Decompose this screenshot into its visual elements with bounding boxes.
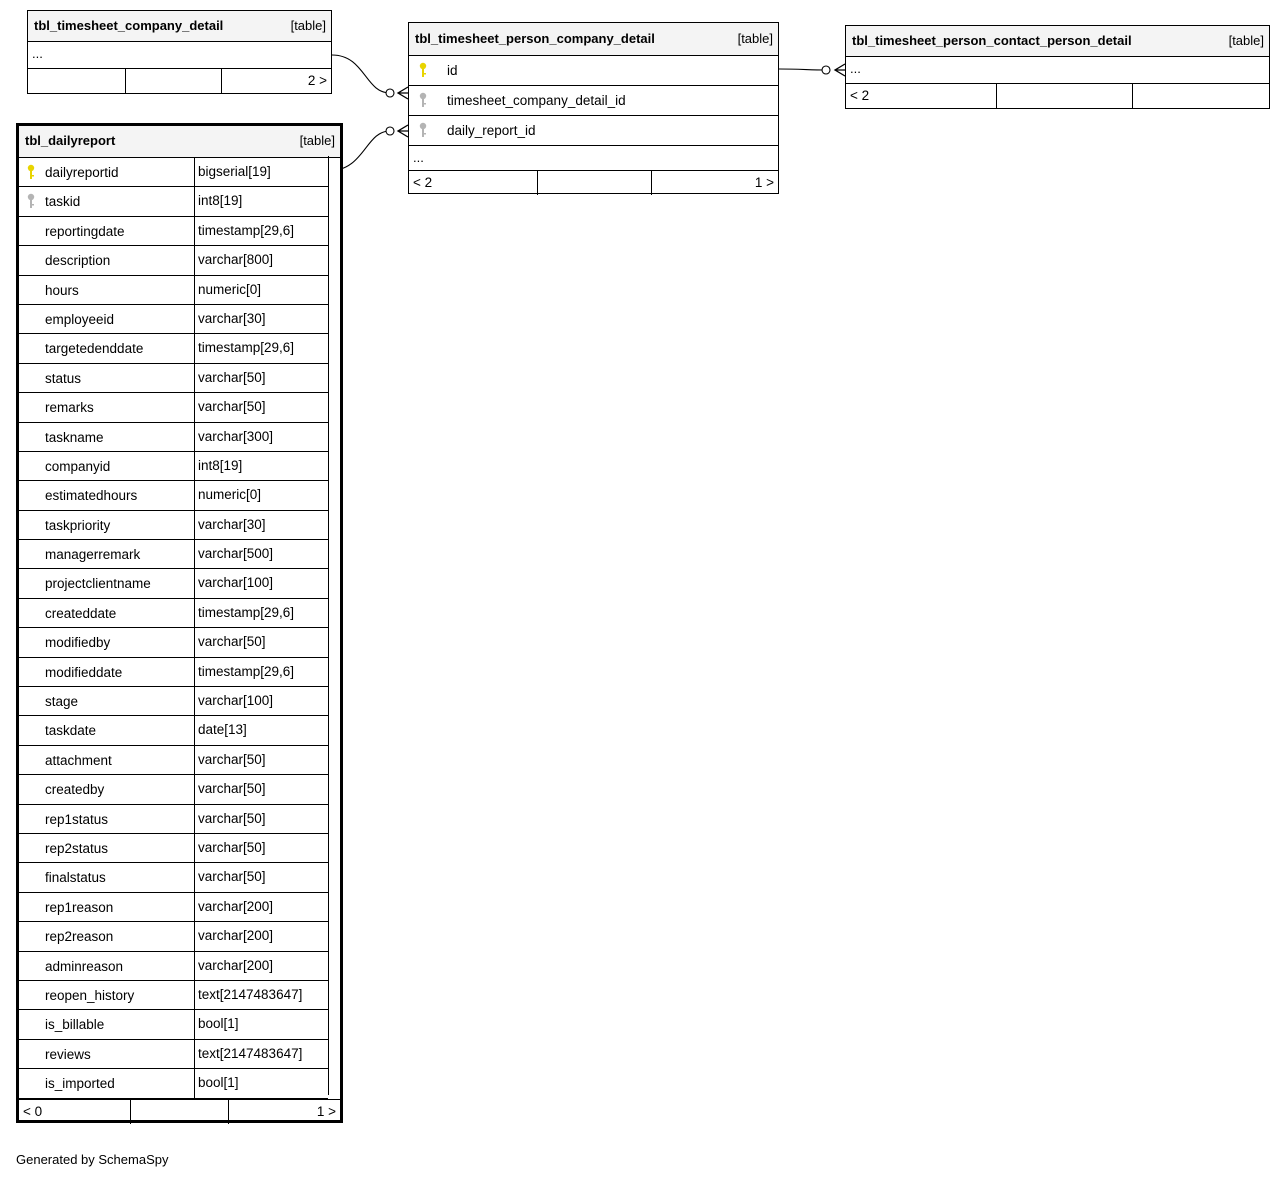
column-name: modifieddate bbox=[45, 664, 123, 680]
table-name: tbl_timesheet_company_detail bbox=[34, 18, 224, 33]
column-type: date[13] bbox=[198, 722, 247, 738]
foreign-key-icon bbox=[418, 92, 428, 108]
column-type-cell bbox=[194, 393, 328, 421]
table-footer bbox=[28, 69, 331, 93]
column-name: companyid bbox=[45, 458, 111, 474]
column-type-cell bbox=[194, 599, 328, 627]
more-columns bbox=[28, 42, 331, 69]
table-name: tbl_timesheet_person_contact_person_detail bbox=[852, 33, 1132, 48]
column-type-cell bbox=[194, 511, 328, 539]
column-type-cell bbox=[194, 158, 328, 186]
footer-middle bbox=[131, 1100, 228, 1124]
column-name: dailyreportid bbox=[45, 165, 119, 180]
column-type: bool[1] bbox=[198, 1016, 239, 1032]
footer-middle bbox=[126, 69, 221, 93]
column-type-cell bbox=[194, 775, 328, 803]
column-type-cell bbox=[194, 805, 328, 833]
column-type: varchar[200] bbox=[198, 957, 274, 973]
more-columns bbox=[846, 57, 1269, 84]
column-type: numeric[0] bbox=[198, 487, 262, 503]
column-type-cell bbox=[194, 687, 328, 715]
column-name: timesheet_company_detail_id bbox=[447, 93, 626, 108]
column-name: is_billable bbox=[45, 1017, 105, 1033]
column-name: hours bbox=[45, 282, 79, 298]
column-row[interactable] bbox=[19, 540, 328, 569]
column-row[interactable] bbox=[19, 511, 328, 540]
column-row[interactable] bbox=[19, 834, 328, 863]
table-contact-person-detail[interactable] bbox=[845, 25, 1270, 109]
column-type: varchar[50] bbox=[198, 399, 266, 415]
footer-parents: < 2 bbox=[850, 88, 870, 103]
column-name: is_imported bbox=[45, 1076, 115, 1092]
column-row[interactable] bbox=[19, 746, 328, 775]
column-name: projectclientname bbox=[45, 576, 151, 592]
column-type: text[2147483647] bbox=[198, 986, 303, 1002]
column-type-cell bbox=[194, 922, 328, 950]
column-type-cell bbox=[194, 276, 328, 304]
table-dailyreport[interactable] bbox=[16, 123, 343, 1123]
column-name: status bbox=[45, 370, 82, 386]
column-name: managerremark bbox=[45, 547, 141, 563]
footer-parents: < 0 bbox=[23, 1103, 43, 1119]
column-type-cell bbox=[194, 628, 328, 656]
column-row[interactable] bbox=[19, 393, 328, 422]
column-name: id bbox=[447, 63, 458, 78]
column-row[interactable] bbox=[19, 1010, 328, 1039]
column-type-cell bbox=[194, 1010, 328, 1038]
column-row[interactable] bbox=[19, 628, 328, 657]
table-header bbox=[28, 11, 331, 42]
column-name: reviews bbox=[45, 1046, 91, 1062]
footer-middle bbox=[997, 84, 1132, 108]
column-type: varchar[500] bbox=[198, 546, 274, 562]
column-type: varchar[30] bbox=[198, 516, 266, 532]
link-person-to-contact bbox=[779, 69, 826, 70]
link-crowfoot bbox=[835, 64, 845, 76]
table-footer bbox=[19, 1099, 340, 1124]
column-row[interactable] bbox=[19, 187, 328, 216]
link-optional-marker bbox=[386, 89, 394, 97]
column-type-cell bbox=[194, 1069, 328, 1097]
column-row[interactable] bbox=[19, 276, 328, 305]
link-crowfoot bbox=[398, 125, 408, 137]
footer-children: 2 > bbox=[307, 73, 327, 88]
column-type-cell bbox=[194, 893, 328, 921]
column-type: numeric[0] bbox=[198, 281, 262, 297]
column-name: targetedenddate bbox=[45, 341, 144, 357]
column-type: bigserial[19] bbox=[198, 164, 271, 179]
column-type-cell bbox=[194, 716, 328, 744]
column-type: varchar[50] bbox=[198, 369, 266, 385]
column-row[interactable] bbox=[19, 158, 328, 187]
column-row[interactable] bbox=[19, 364, 328, 393]
footer-parents bbox=[28, 69, 125, 93]
column-row[interactable] bbox=[409, 56, 778, 86]
column-name: rep2reason bbox=[45, 929, 114, 945]
column-row[interactable] bbox=[19, 1040, 328, 1069]
column-type-cell bbox=[194, 952, 328, 980]
column-type: varchar[100] bbox=[198, 693, 274, 709]
column-type-cell bbox=[194, 481, 328, 509]
primary-key-icon bbox=[418, 62, 428, 78]
column-name: daily_report_id bbox=[447, 123, 536, 138]
column-row[interactable] bbox=[19, 981, 328, 1010]
more-columns bbox=[409, 146, 778, 171]
column-type-cell bbox=[194, 217, 328, 245]
table-kind: [table] bbox=[299, 133, 335, 148]
column-name: taskname bbox=[45, 429, 104, 445]
table-footer bbox=[846, 84, 1269, 108]
link-company-to-person bbox=[332, 55, 390, 93]
column-name: stage bbox=[45, 694, 79, 710]
table-name: tbl_dailyreport bbox=[25, 133, 116, 148]
column-row[interactable] bbox=[19, 334, 328, 363]
column-name: taskid bbox=[45, 194, 81, 210]
generated-by-text: Generated by SchemaSpy bbox=[16, 1152, 169, 1167]
table-footer bbox=[409, 171, 778, 195]
column-row[interactable] bbox=[19, 775, 328, 804]
column-row[interactable] bbox=[19, 481, 328, 510]
column-type: varchar[50] bbox=[198, 810, 266, 826]
column-row[interactable] bbox=[19, 893, 328, 922]
column-row[interactable] bbox=[19, 452, 328, 481]
column-name: employeeid bbox=[45, 311, 115, 327]
column-type: varchar[200] bbox=[198, 928, 274, 944]
column-type: int8[19] bbox=[198, 457, 243, 473]
column-row[interactable] bbox=[409, 86, 778, 116]
ellipsis-text: ... bbox=[850, 61, 861, 76]
column-row[interactable] bbox=[409, 116, 778, 146]
column-row[interactable] bbox=[19, 658, 328, 687]
column-type-cell bbox=[194, 334, 328, 362]
column-type-cell bbox=[194, 834, 328, 862]
table-kind: [table] bbox=[290, 18, 326, 33]
column-type-cell bbox=[194, 1040, 328, 1068]
column-row[interactable] bbox=[19, 922, 328, 951]
table-name: tbl_timesheet_person_company_detail bbox=[415, 31, 655, 46]
column-row[interactable] bbox=[19, 805, 328, 834]
column-row[interactable] bbox=[19, 246, 328, 275]
column-type-cell bbox=[194, 746, 328, 774]
column-name: reportingdate bbox=[45, 223, 125, 239]
column-type: bool[1] bbox=[198, 1075, 239, 1091]
column-name: finalstatus bbox=[45, 870, 106, 886]
column-row[interactable] bbox=[19, 863, 328, 892]
column-type-cell bbox=[194, 658, 328, 686]
column-row[interactable] bbox=[19, 716, 328, 745]
column-row[interactable] bbox=[19, 687, 328, 716]
foreign-key-icon bbox=[418, 122, 428, 138]
column-type-cell bbox=[194, 246, 328, 274]
table-kind: [table] bbox=[737, 31, 773, 46]
link-crowfoot bbox=[398, 87, 408, 99]
footer-middle bbox=[538, 171, 651, 195]
footer-parents: < 2 bbox=[413, 175, 433, 190]
table-person-company-detail[interactable] bbox=[408, 22, 779, 194]
column-type: varchar[800] bbox=[198, 252, 274, 268]
column-type: timestamp[29,6] bbox=[198, 604, 295, 620]
table-kind: [table] bbox=[1228, 33, 1264, 48]
table-header bbox=[19, 126, 340, 158]
column-row[interactable] bbox=[19, 217, 328, 246]
column-type: varchar[200] bbox=[198, 898, 274, 914]
column-name: rep1status bbox=[45, 811, 109, 827]
link-optional-marker bbox=[386, 127, 394, 135]
column-name: createdby bbox=[45, 782, 105, 798]
column-name: taskpriority bbox=[45, 517, 111, 533]
table-side-bar bbox=[328, 156, 340, 1095]
column-row[interactable] bbox=[19, 1069, 328, 1098]
foreign-key-icon bbox=[26, 193, 36, 209]
column-type: varchar[50] bbox=[198, 869, 266, 885]
column-name: reopen_history bbox=[45, 987, 135, 1003]
column-row[interactable] bbox=[19, 952, 328, 981]
footer-children bbox=[1133, 84, 1269, 108]
table-header bbox=[846, 26, 1269, 57]
column-type: varchar[100] bbox=[198, 575, 274, 591]
column-type: varchar[50] bbox=[198, 634, 266, 650]
primary-key-icon bbox=[26, 164, 36, 180]
column-type-cell bbox=[194, 187, 328, 215]
column-name: remarks bbox=[45, 400, 94, 416]
column-name: rep1reason bbox=[45, 899, 114, 915]
column-type: timestamp[29,6] bbox=[198, 340, 295, 356]
column-row[interactable] bbox=[19, 569, 328, 598]
column-type: varchar[50] bbox=[198, 751, 266, 767]
column-type: varchar[300] bbox=[198, 428, 274, 444]
column-row[interactable] bbox=[19, 423, 328, 452]
link-optional-marker bbox=[822, 66, 830, 74]
column-name: adminreason bbox=[45, 958, 124, 974]
column-name: estimatedhours bbox=[45, 488, 138, 504]
column-type: text[2147483647] bbox=[198, 1045, 303, 1061]
column-name: rep2status bbox=[45, 840, 109, 856]
column-type-cell bbox=[194, 364, 328, 392]
column-type-cell bbox=[194, 423, 328, 451]
column-type: varchar[50] bbox=[198, 839, 266, 855]
column-type-cell bbox=[194, 452, 328, 480]
column-row[interactable] bbox=[19, 305, 328, 334]
column-type-cell bbox=[194, 981, 328, 1009]
column-name: modifiedby bbox=[45, 635, 111, 651]
column-type: varchar[50] bbox=[198, 781, 266, 797]
column-type: varchar[30] bbox=[198, 310, 266, 326]
column-type: int8[19] bbox=[198, 193, 243, 209]
column-name: taskdate bbox=[45, 723, 97, 739]
column-type-cell bbox=[194, 540, 328, 568]
column-name: attachment bbox=[45, 752, 112, 768]
table-header bbox=[409, 23, 778, 56]
column-type-cell bbox=[194, 305, 328, 333]
column-type: timestamp[29,6] bbox=[198, 222, 295, 238]
column-type: timestamp[29,6] bbox=[198, 663, 295, 679]
table-company-detail[interactable] bbox=[27, 10, 332, 94]
column-name: description bbox=[45, 253, 111, 269]
column-type-cell bbox=[194, 863, 328, 891]
ellipsis-text: ... bbox=[32, 46, 43, 61]
column-name: createddate bbox=[45, 605, 117, 621]
column-type-cell bbox=[194, 569, 328, 597]
ellipsis-text: ... bbox=[413, 150, 424, 165]
footer-children: 1 > bbox=[754, 175, 774, 190]
footer-children: 1 > bbox=[316, 1103, 336, 1119]
column-row[interactable] bbox=[19, 599, 328, 628]
